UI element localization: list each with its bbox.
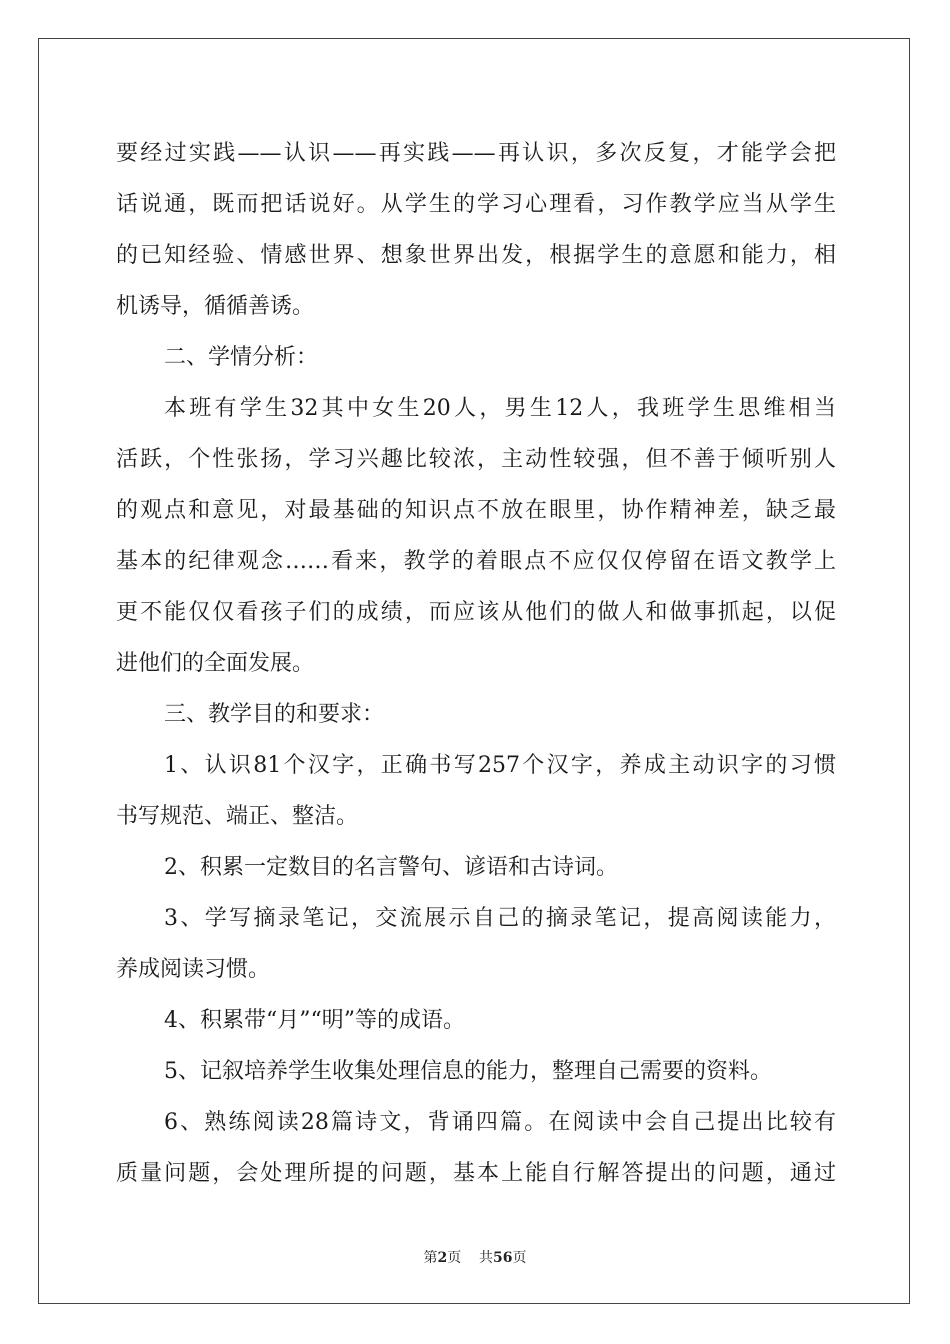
- footer-total-prefix: 共: [479, 1250, 494, 1266]
- page-footer: [0, 1247, 950, 1267]
- text-line: 本班有学生32其中女生20人，男生12人，我班学生思维相当: [164, 396, 836, 421]
- text-line: 要经过实践——认识——再实践——再认识，多次反复，才能学会把: [116, 141, 836, 166]
- list-item-line: 4、积累带“月”“明”等的成语。: [164, 1008, 465, 1033]
- list-item-line: 质量问题，会处理所提的问题，基本上能自行解答提出的问题，通过: [116, 1161, 836, 1186]
- document-body: [116, 128, 836, 1199]
- text-line: 机诱导，循循善诱。: [116, 294, 315, 319]
- footer-total-pages: 56: [493, 1250, 513, 1266]
- text-line: 更不能仅仅看孩子们的成绩，而应该从他们的做人和做事抓起，以促: [116, 600, 836, 625]
- section-heading: 三、教学目的和要求：: [164, 702, 385, 727]
- text-line: 基本的纪律观念……看来，教学的着眼点不应仅仅停留在语文教学上: [116, 549, 836, 574]
- text-line: 活跃，个性张扬，学习兴趣比较浓，主动性较强，但不善于倾听别人: [116, 447, 836, 472]
- list-item-line: 6、熟练阅读28篇诗文，背诵四篇。在阅读中会自己提出比较有: [164, 1110, 836, 1135]
- footer-total-suffix: 页: [512, 1250, 527, 1266]
- text-line: 的观点和意见，对最基础的知识点不放在眼里，协作精神差，缺乏最: [116, 498, 836, 523]
- text-line: 进他们的全面发展。: [116, 651, 315, 676]
- list-item-line: 3、学写摘录笔记，交流展示自己的摘录笔记，提高阅读能力，: [164, 906, 836, 931]
- list-item-line: 1、认识81个汉字，正确书写257个汉字，养成主动识字的习惯: [164, 753, 836, 778]
- list-item-line: 2、积累一定数目的名言警句、谚语和古诗词。: [164, 855, 618, 880]
- footer-page-number: 2: [437, 1250, 448, 1266]
- footer-page-prefix: 第: [423, 1250, 438, 1266]
- list-item-line: 养成阅读习惯。: [116, 957, 271, 982]
- text-line: 的已知经验、情感世界、想象世界出发，根据学生的意愿和能力，相: [116, 243, 836, 268]
- list-item-line: 5、记叙培养学生收集处理信息的能力，整理自己需要的资料。: [164, 1059, 772, 1084]
- footer-page-suffix: 页: [447, 1250, 462, 1266]
- section-heading: 二、学情分析：: [164, 345, 319, 370]
- list-item-line: 书写规范、端正、整洁。: [116, 804, 359, 829]
- text-line: 话说通，既而把话说好。从学生的学习心理看，习作教学应当从学生: [116, 192, 836, 217]
